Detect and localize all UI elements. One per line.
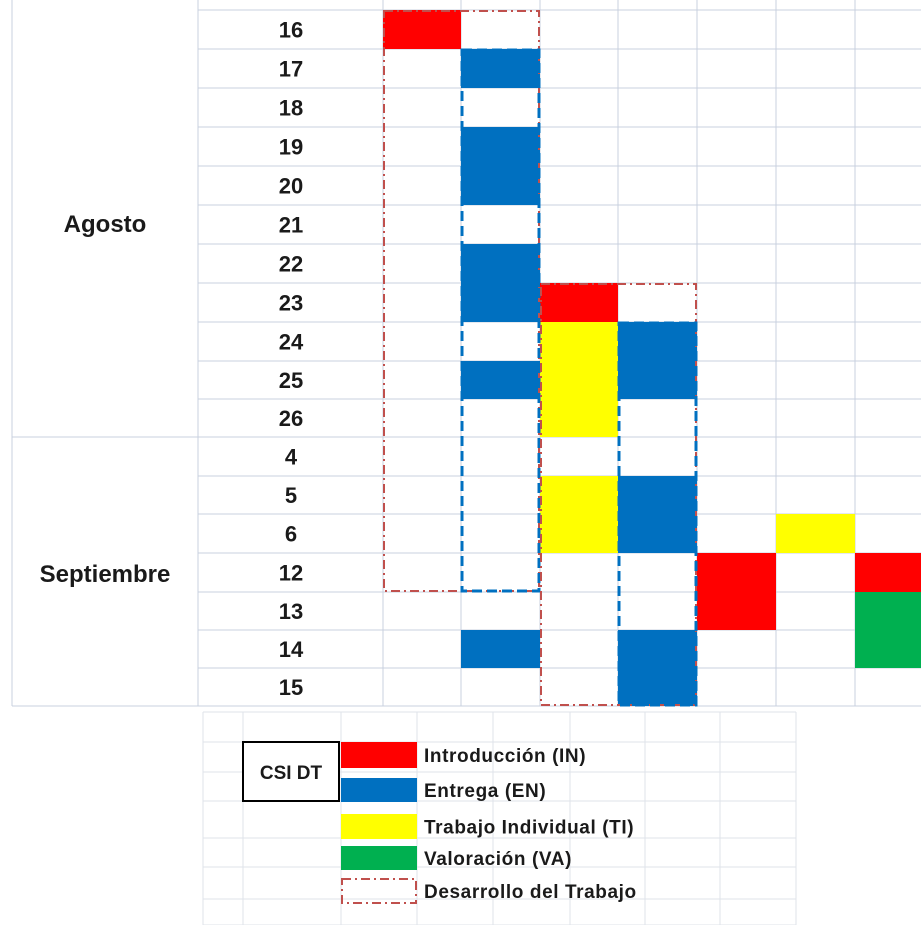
activity-cell-en — [618, 361, 697, 399]
day-label: 6 — [284, 521, 298, 547]
activity-cell-ti — [540, 476, 618, 514]
day-label: 23 — [278, 290, 304, 316]
activity-cell-ti — [540, 514, 618, 553]
activity-cell-en — [461, 283, 540, 322]
activity-cell-en — [461, 630, 540, 668]
legend-label-in: Introducción (IN) — [424, 746, 587, 767]
legend-label-dt: Desarrollo del Trabajo — [424, 882, 637, 903]
grid-lines — [12, 0, 921, 706]
activity-cell-en — [461, 127, 540, 166]
activity-cell-en — [618, 630, 697, 668]
activity-cell-in — [540, 283, 618, 322]
day-label: 22 — [278, 251, 304, 277]
day-label: 21 — [278, 212, 304, 238]
activity-cell-en — [618, 514, 697, 553]
activity-cell-in — [697, 592, 776, 630]
legend-swatch-va — [341, 846, 417, 870]
day-label: 16 — [278, 17, 304, 43]
activity-cell-en — [461, 361, 540, 399]
legend-swatch-in — [341, 742, 417, 768]
day-label: 12 — [278, 560, 304, 586]
day-label: 4 — [284, 444, 298, 470]
activity-cell-va — [855, 630, 921, 668]
legend — [203, 712, 796, 925]
activity-cell-en — [461, 49, 540, 88]
activity-cell-in — [383, 10, 461, 49]
day-label: 5 — [284, 483, 298, 508]
activity-cell-en — [618, 322, 697, 361]
activity-cell-en — [461, 244, 540, 283]
month-label: Agosto — [63, 211, 147, 238]
month-label: Septiembre — [39, 561, 171, 588]
activity-cell-ti — [540, 322, 618, 361]
month-labels — [12, 211, 198, 588]
legend-swatch-ti — [341, 814, 417, 839]
day-label: 17 — [278, 56, 304, 82]
activity-cell-va — [855, 592, 921, 630]
day-label: 24 — [278, 329, 304, 355]
day-label: 13 — [278, 599, 304, 624]
day-label: 20 — [278, 173, 304, 199]
legend-badge: CSI DT — [259, 763, 323, 784]
legend-swatch-en — [341, 778, 417, 802]
activity-cell-en — [618, 668, 697, 706]
activity-cell-ti — [540, 361, 618, 399]
day-label: 14 — [278, 637, 304, 662]
activity-cell-ti — [540, 399, 618, 437]
legend-label-ti: Trabajo Individual (TI) — [424, 817, 635, 839]
legend-label-en: Entrega (EN) — [424, 781, 547, 802]
activity-cell-in — [697, 553, 776, 592]
day-labels — [279, 18, 304, 701]
legend-label-va: Valoración (VA) — [424, 849, 573, 870]
legend-items — [341, 742, 637, 903]
activity-cell-ti — [776, 514, 855, 553]
activity-cell-en — [618, 476, 697, 514]
day-label: 15 — [278, 675, 304, 700]
activity-cell-en — [461, 166, 540, 205]
day-label: 26 — [278, 406, 304, 431]
activity-cell-in — [855, 553, 921, 592]
day-label: 19 — [278, 134, 304, 160]
activity-cells — [383, 10, 921, 706]
day-label: 18 — [278, 95, 304, 121]
day-label: 25 — [278, 368, 304, 393]
